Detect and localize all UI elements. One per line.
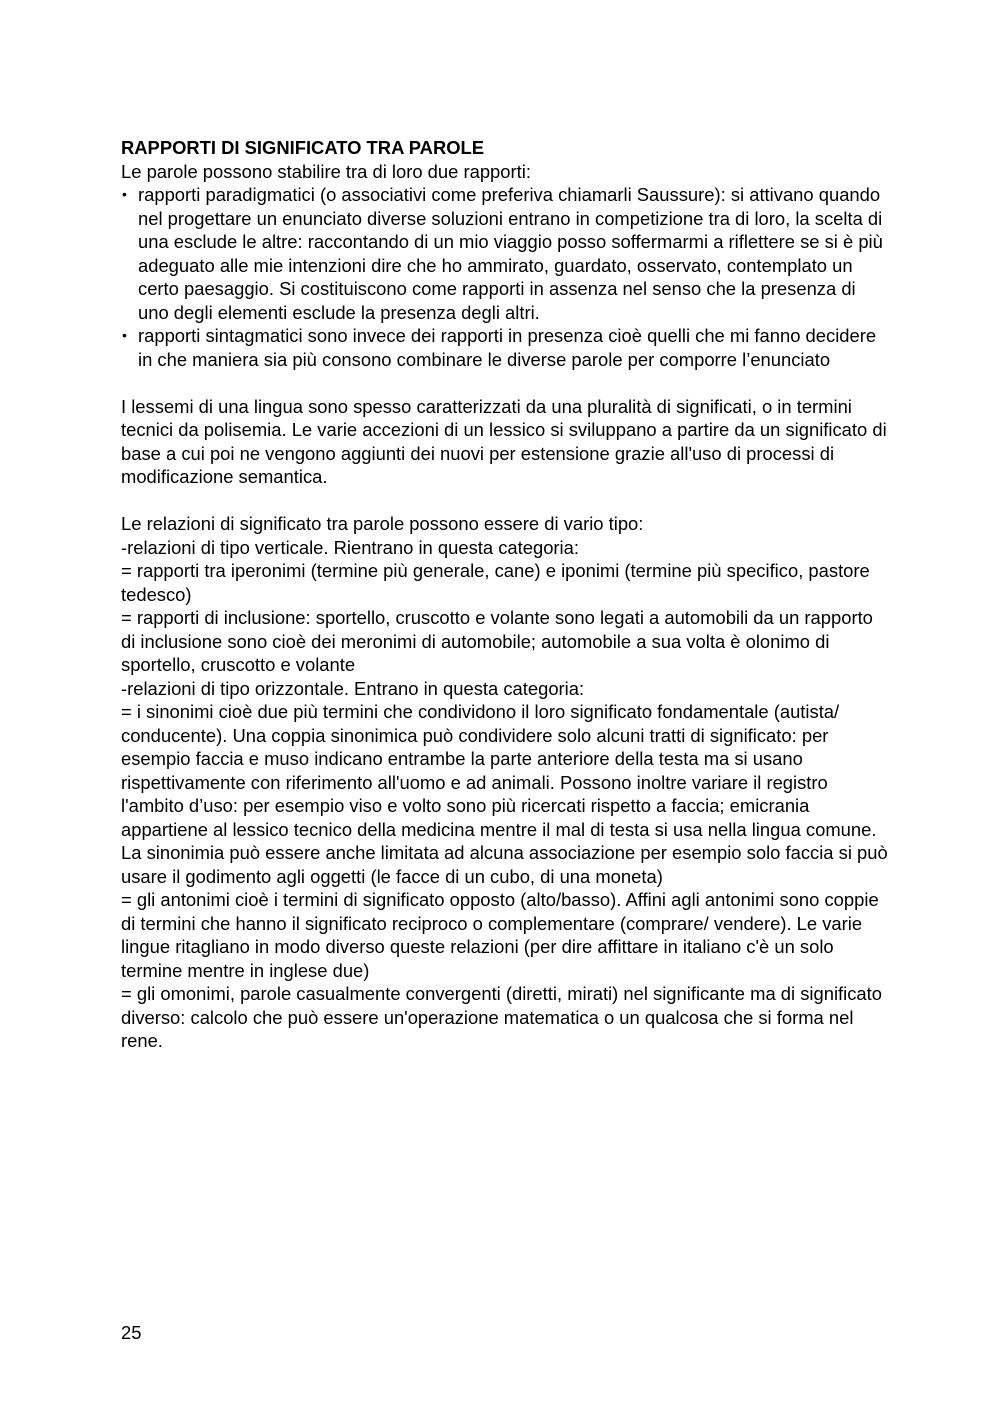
relations-iperonimi: = rapporti tra iperonimi (termine più generale, cane) e iponimi (termine più specifico, pastore tedesco) [121,560,870,605]
relations-vertical-heading: -relazioni di tipo verticale. Rientrano in questa categoria: [121,536,579,558]
relations-sinonimi: = i sinonimi cioè due più termini che condividono il loro significato fondamentale (autista/ conducente). Una coppia sinonimica può condividere solo alcuni tratti di significato: per esempio faccia e muso indicano entrambe la parte anteriore della testa ma si usano rispettivamente con riferimento all'uomo e ad animali. Possono inoltre variare il registro l'ambito d’uso: per esempio viso e volto sono più ricercati rispetto a faccia; emicrania appartiene al lessico tecnico della medicina mentre il mal di testa si usa nella lingua comune. La sinonimia può essere anche limitata ad alcuna associazione per esempio solo faccia si può usare il godimento agli oggetti (le facce di un cubo, di una moneta) [121,701,888,887]
bullet-icon: • [122,186,127,202]
relations-antonimi: = gli antonimi cioè i termini di significato opposto (alto/basso). Affini agli antonimi sono coppie di termini che hanno il significato reciproco o complementare (comprare/ vendere). Le varie lingue ritagliano in modo diverso queste relazioni (per dire affittare in italiano c'è un solo termine mentre in inglese due) [121,889,879,981]
document-page [121,136,891,1053]
relations-inclusione: = rapporti di inclusione: sportello, cruscotto e volante sono legati a automobili da un rapporto di inclusione sono cioè dei meronimi di automobile; automobile a sua volta è olonimo di sportello, cruscotto e volante [121,607,873,675]
relations-section [121,512,891,1053]
rapporti-list [121,183,891,371]
paragraph-spacer [121,371,891,395]
relations-intro: Le relazioni di significato tra parole possono essere di vario tipo: [121,513,644,534]
section-title: RAPPORTI DI SIGNIFICATO TRA PAROLE [121,137,485,158]
paragraph-spacer [121,489,891,513]
bullet-icon: • [122,327,127,343]
page-number: 25 [121,1322,142,1343]
list-item [121,324,891,371]
relations-omonimi: = gli omonimi, parole casualmente convergenti (diretti, mirati) nel significante ma di significato diverso: calcolo che può essere un'operazione matematica o un qualcosa che si forma nel rene. [121,983,883,1051]
list-item [121,183,891,324]
bullet-text-sintagmatici: rapporti sintagmatici sono invece dei rapporti in presenza cioè quelli che mi fanno decidere in che maniera sia più consono combinare le diverse parole per comporre l’enunciato [138,325,877,370]
bullet-text-paradigmatici: rapporti paradigmatici (o associativi come preferiva chiamarli Saussure): si attivano quando nel progettare un enunciato diverse soluzioni entrano in competizione tra di loro, la scelta di una esclude le altre: raccontando di un mio viaggio posso soffermarmi a riflettere se si è più adeguato alle mie intenzioni dire che ho ammirato, guardato, osservato, contemplato un certo paesaggio. Si costituiscono come rapporti in assenza nel senso che la presenza di uno degli elementi esclude la presenza degli altri. [138,184,883,323]
relations-horizontal-heading: -relazioni di tipo orizzontale. Entrano in questa categoria: [121,677,585,699]
intro-text: Le parole possono stabilire tra di loro due rapporti: [121,160,531,182]
polisemia-paragraph: I lessemi di una lingua sono spesso caratterizzati da una pluralità di significati, o in termini tecnici da polisemia. Le varie accezioni di un lessico si sviluppano a partire da un significato di base a cui poi ne vengono aggiunti dei nuovi per estensione grazie all'uso di processi di modificazione semantica. [121,395,887,487]
